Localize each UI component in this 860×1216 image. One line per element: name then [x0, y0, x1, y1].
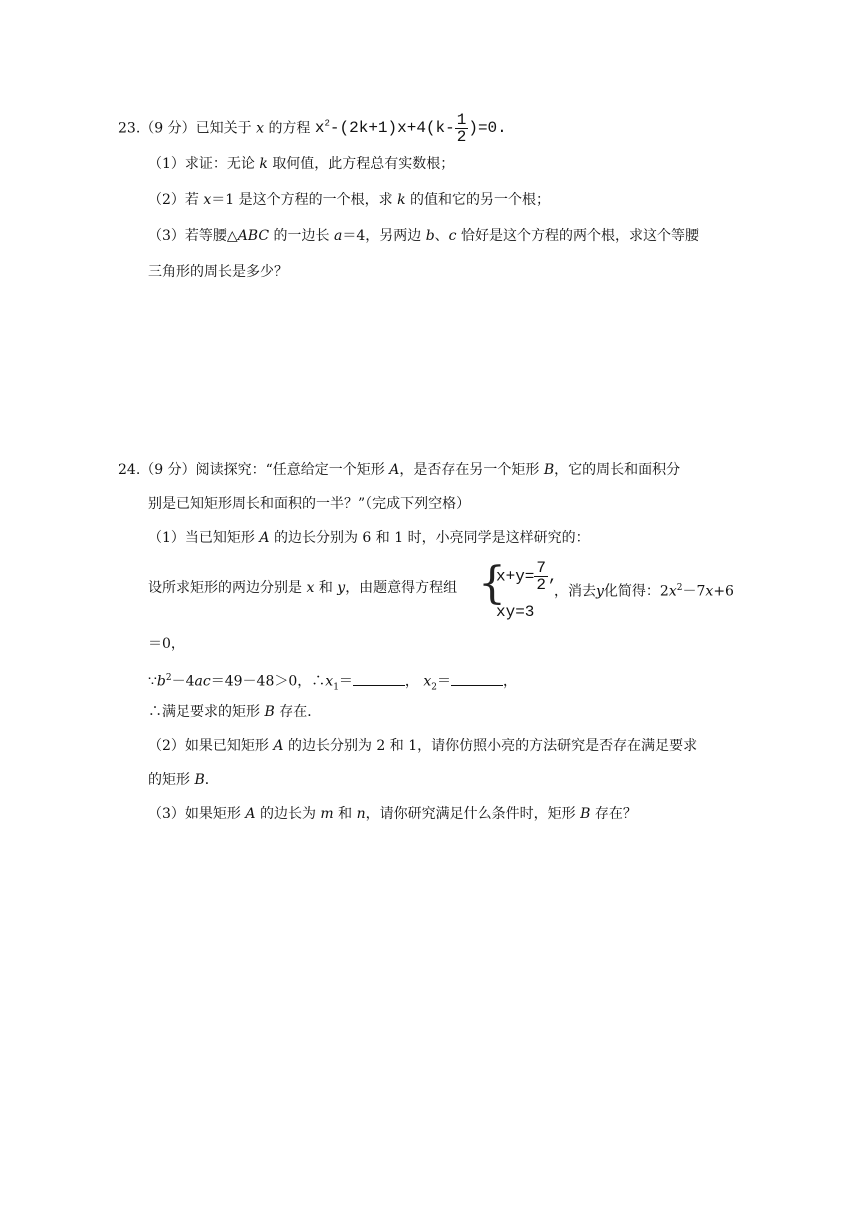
text-q24-disc_f: ，: [404, 673, 419, 690]
text-q23-p3e: 恰好是这个方程的两个根，求这个等腰: [460, 228, 699, 244]
text-q24-sys1a: x+y=: [496, 567, 535, 586]
equation-system-brace: {: [478, 558, 506, 609]
answer-blank-x2[interactable]: [451, 671, 503, 686]
system-eq1: [496, 560, 558, 593]
q23-part3-cont: [148, 262, 288, 282]
text-q24-disc_x2: x: [423, 673, 432, 690]
text-q24-disc_sub2: 2: [431, 682, 438, 693]
text-q24-disc_x1: x: [325, 673, 334, 690]
text-q24-p3A: A: [245, 806, 256, 822]
text-q23-eq_b: -(2k+1)x+4(k-: [329, 119, 455, 138]
text-q24-head: 24.（9 分）阅读探究：“任意给定一个矩形: [118, 462, 385, 478]
text-q23-p2k: k: [397, 192, 406, 208]
text-q24-disc_sub1: 1: [333, 682, 339, 693]
text-q24-p2A: A: [273, 738, 284, 754]
q24-equals-zero: [148, 634, 185, 654]
text-q23-p3a: （3）若等腰△: [148, 228, 238, 244]
text-q24-mid2: ，它的周长和面积分: [554, 462, 681, 478]
text-q24-p2c: 的矩形: [148, 772, 190, 788]
text-q24-elim_x2: x: [705, 583, 714, 600]
text-q24-disc_a: ∵: [148, 673, 157, 690]
text-q23-p2a: （2）若: [148, 192, 199, 208]
text-q24-line2: 别是已知矩形周长和面积的一半？”（完成下列空格）: [148, 496, 471, 512]
text-q24-p1b: 的边长分别为 6 和 1 时，小亮同学是这样研究的：: [273, 530, 590, 546]
text-q23-p3abc: ABC: [237, 228, 270, 244]
text-q24-set_y: y: [337, 580, 346, 596]
q24-part2: [148, 736, 697, 756]
text-q24-B1: B: [543, 462, 555, 478]
text-q24-p3c: 和: [338, 806, 353, 822]
text-q24-exists_b: 存在．: [279, 704, 322, 720]
text-q23-eq_num: 1: [456, 110, 467, 129]
text-q24-p2B: B: [194, 772, 205, 788]
text-q24-disc_ac: ac: [194, 673, 211, 690]
q23-title: [118, 110, 507, 145]
text-q24-p3a: （3）如果矩形: [148, 806, 241, 822]
text-q24-disc_d: ＝49－48＞0，∴: [210, 673, 326, 690]
text-q24-p1a: （1）当已知矩形: [148, 530, 255, 546]
text-q23-p3c: ＝4，另两边: [342, 228, 422, 244]
text-q23-p3var_a: a: [333, 228, 343, 244]
text-q24-disc_b: b: [156, 673, 166, 690]
q24-setup: [148, 578, 457, 598]
text-q24-p3m: m: [320, 806, 334, 822]
text-q24-sys1num: 7: [536, 559, 547, 577]
text-q24-p3B: B: [580, 806, 591, 822]
text-q24-elim_a: ，消去: [554, 583, 596, 600]
text-q24-set_c: ，由题意得方程组: [345, 580, 458, 596]
text-q24-p2a: （2）如果已知矩形: [148, 738, 269, 754]
q24-discriminant: [148, 668, 517, 697]
text-q23-p3var_b: b: [425, 228, 435, 244]
text-q24-sys1den: 2: [536, 576, 547, 594]
text-q24-sys1end: ,: [548, 567, 558, 586]
text-q24-p3n: n: [356, 806, 366, 822]
text-q23-p1b: 取何值，此方程总有实数根；: [272, 156, 455, 172]
text-q24-p3b: 的边长为: [259, 806, 316, 822]
text-q23-head: 23.（9 分）已知关于: [118, 120, 252, 137]
q24-part3: [148, 804, 637, 824]
q24-part2-cont: [148, 770, 219, 790]
q23-equation: [314, 110, 507, 146]
text-q24-p2b: 的边长分别为 2 和 1，请你仿照小亮的方法研究是否存在满足要求: [287, 738, 698, 754]
text-q24-disc_g: ＝: [437, 673, 452, 690]
text-q24-eq0: ＝0，: [148, 636, 185, 652]
text-q24-disc_h: ，: [503, 673, 518, 690]
text-q23-p2x: x: [203, 192, 212, 208]
text-q24-elim_b: 化简得：2: [603, 583, 669, 600]
system-eq2: [496, 602, 534, 622]
text-q24-elim_c: －7: [682, 583, 706, 600]
text-q23-p3f: 三角形的周长是多少？: [148, 264, 288, 280]
text-q23-p1k: k: [259, 156, 268, 172]
text-q24-mid1: ，是否存在另一个矩形: [399, 462, 540, 478]
q24-part1: [148, 528, 590, 548]
q23-part2: [148, 190, 550, 210]
text-q24-sys2: xy=3: [496, 603, 535, 621]
text-q23-p2c: 的值和它的另一个根；: [410, 192, 551, 208]
text-q24-set_a: 设所求矩形的两边分别是: [148, 580, 302, 596]
text-q24-elim_d: +6: [713, 583, 734, 600]
text-q23-p2b: ＝1 是这个方程的一个根，求: [211, 192, 393, 208]
text-q24-A1: A: [389, 462, 400, 478]
text-q24-p2d: ．: [204, 772, 219, 788]
text-q24-disc_c: －4: [171, 673, 195, 690]
text-q24-p3e: 存在？: [594, 806, 637, 822]
q24-title: [118, 460, 680, 480]
text-q23-p3b: 的一边长: [273, 228, 330, 244]
text-q24-p3d: ，请你研究满足什么条件时，矩形: [365, 806, 576, 822]
q23-part1: [148, 154, 454, 174]
text-q24-set_x: x: [306, 580, 315, 596]
text-q24-exists_B: B: [264, 704, 275, 720]
text-q23-eq_c: )=0.: [468, 119, 507, 138]
text-q24-elim_sup: 2: [676, 583, 683, 593]
text-q24-disc_sup: 2: [165, 673, 172, 683]
text-q24-disc_e: ＝: [338, 673, 353, 690]
text-q23-p3d: 、: [434, 228, 449, 244]
text-q23-p1a: （1）求证：无论: [148, 156, 255, 172]
text-q23-eq_a: x: [314, 119, 325, 138]
text-q23-eq_lead: 的方程: [268, 120, 311, 137]
text-q24-elim_y: y: [596, 583, 604, 600]
text-q24-exists_a: ∴满足要求的矩形: [148, 704, 260, 720]
text-q23-eq_den: 2: [456, 127, 467, 146]
q24-exists: [148, 702, 321, 722]
text-q23-var_x: x: [256, 120, 264, 137]
text-q23-eq_sup: 2: [324, 119, 330, 129]
answer-blank-x1[interactable]: [353, 671, 405, 686]
text-q24-set_b: 和: [318, 580, 333, 596]
text-q24-elim_x: x: [668, 583, 677, 600]
q24-title-cont: [148, 494, 470, 514]
text-q24-p1A: A: [259, 530, 270, 546]
q23-part3: [148, 226, 699, 246]
text-q23-p3var_c: c: [448, 228, 457, 244]
q24-eliminate: [554, 578, 734, 602]
